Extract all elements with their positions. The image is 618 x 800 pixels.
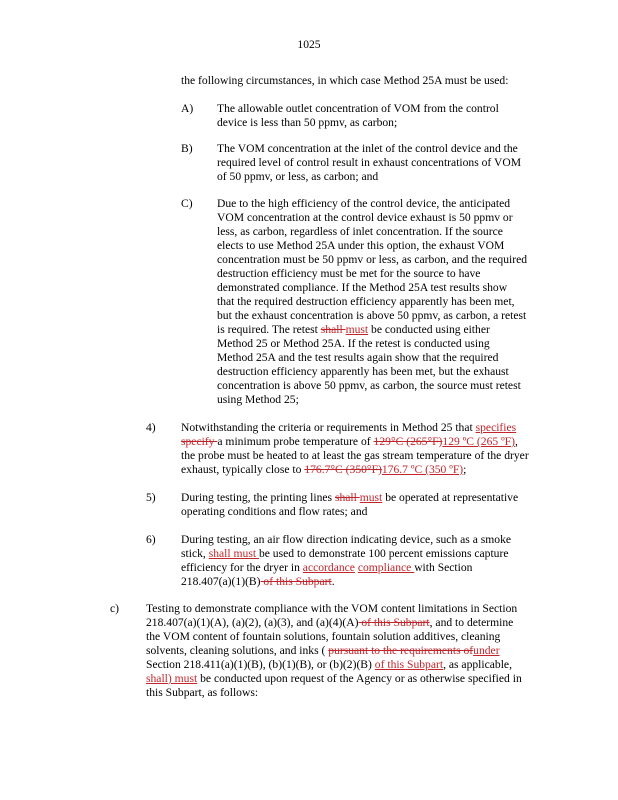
inserted-text: 176.7 ºC (350 ºF): [381, 463, 464, 476]
item-b-label: B): [181, 142, 193, 155]
item-c-sub-label: C): [181, 197, 193, 210]
item-a-text: The allowable outlet concentration of VOM from the control device is less than 50 ppmv, as carbon;: [217, 102, 499, 129]
deleted-text: shall: [334, 491, 360, 504]
item-a-label: A): [181, 102, 194, 115]
item-6-text: During testing, an air flow direction indicating device, such as a smoke stick, shall must be used to demonstrate 100 percent emissions capture efficiency for the dryer in accordance compliance with Section 218.407(a)(1)(B) of this Subpart.: [181, 533, 512, 588]
item-6-label: 6): [146, 533, 156, 546]
deleted-text: of this Subpart: [358, 616, 430, 629]
deleted-text: of this Subpart: [260, 575, 332, 588]
item-4-label: 4): [146, 421, 156, 434]
inserted-text: compliance: [357, 561, 415, 574]
inserted-text: ) must: [167, 672, 198, 685]
page-number: 1025: [297, 38, 321, 51]
inserted-text: 129 ºC (265 ºF): [442, 435, 515, 448]
inserted-text: specifies: [475, 421, 517, 434]
inserted-text: shall: [208, 547, 234, 560]
deleted-text: pursuant to the requirements of: [328, 644, 474, 657]
deleted-text: 129°C (265°F): [373, 435, 443, 448]
item-c-sub-text: Due to the high efficiency of the control device, the anticipated VOM concentration at the control device exhaust is 50 ppmv or less, as carbon, regardless of inlet concentration. If the source elects to use Method 25A under this option, the exhaust VOM concentration must be 50 ppmv or less, as carbon, and the required destruction efficiency must be met for the source to have demonstrated compliance. If the Method 25A test results show that the required destruction efficiency apparently has been met, but the exhaust concentration is above 50 ppmv, as carbon, a retest is required. The retest shall must be conducted using either Method 25 or Method 25A. If the retest is conducted using Method 25A and the test results again show that the required destruction efficiency apparently has been met, but the exhaust concentration is above 50 ppmv, as carbon, the source must retest using Method 25;: [217, 197, 528, 406]
inserted-text: must: [359, 491, 383, 504]
item-b-text: The VOM concentration at the inlet of the control device and the required level of control result in exhaust concentrations of VOM of 50 ppmv, or less, as carbon; and: [217, 142, 522, 183]
deleted-text: shall: [320, 323, 346, 336]
item-4-text: Notwithstanding the criteria or requirements in Method 25 that specifies specify a minimum probe temperature of 129°C (265°F)129 ºC (265 ºF), the probe must be heated to at least the gas stream temperature of the dryer exhaust, typically close to 176.7°C (350°F)176.7 ºC (350 ºF);: [181, 421, 529, 476]
inserted-text: accordance: [302, 561, 355, 574]
deleted-text: 176.7°C (350°F): [304, 463, 382, 476]
deleted-text: specify: [181, 435, 218, 448]
item-5-text: During testing, the printing lines shall must be operated at representative operating conditions and flow rates; and: [181, 491, 519, 518]
inserted-text: must: [233, 547, 259, 560]
inserted-text: under: [473, 644, 500, 657]
inserted-text: shall: [146, 672, 168, 685]
item-c-label: c): [110, 602, 120, 615]
inserted-text: must: [345, 323, 369, 336]
item-5-label: 5): [146, 491, 156, 504]
inserted-text: of this Subpart: [374, 658, 444, 671]
intro-text: the following circumstances, in which case Method 25A must be used:: [181, 74, 509, 87]
item-c-text: Testing to demonstrate compliance with the VOM content limitations in Section 218.407(a)(1)(A), (a)(2), (a)(3), and (a)(4)(A) of this Subpart, and to determine the VOM content of fountain solutions, fountain solution additives, cleaning solvents, cleaning solutions, and inks ( pursuant to the requirements ofunder Section 218.411(a)(1)(B), (b)(1)(B), or (b)(2)(B) of this Subpart, as applicable, shall) must be conducted upon request of the Agency or as otherwise specified in this Subpart, as follows:: [146, 602, 522, 699]
